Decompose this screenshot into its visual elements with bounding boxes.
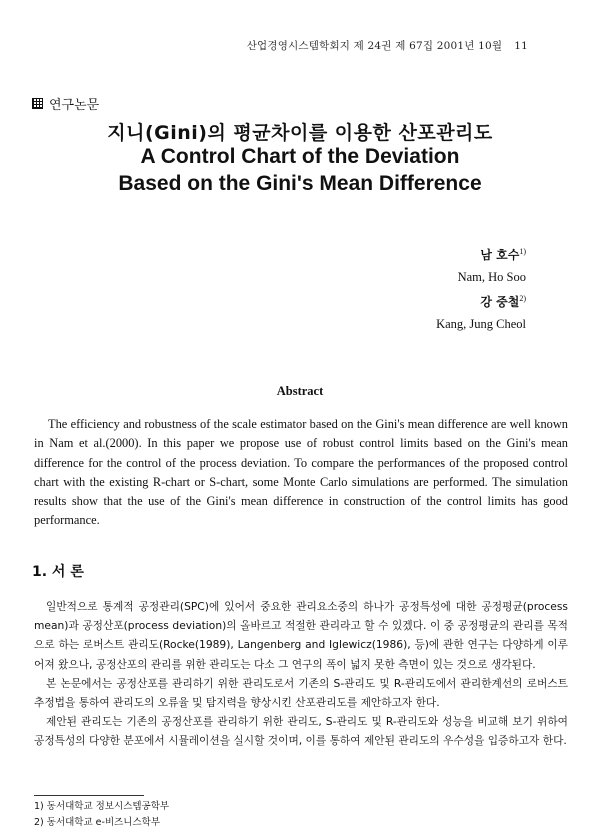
title-english-line2: Based on the Gini's Mean Difference: [118, 172, 482, 195]
title-english-line1: A Control Chart of the Deviation: [140, 145, 460, 168]
paragraph: 일반적으로 통계적 공정관리(SPC)에 있어서 중요한 관리요소중의 하나가 공정특성에 대한 공정평균(process mean)과 공정산포(process deviation)의 올바르고 적절한 관리라고 할 수 있겠다. 이 중 공정평균의 관리를 목적으로 하는 로버스트 관리도(Rocke(1989), Langenberg and Iglewicz(1986), 등)에 관한 연구는 다양하게 이루어져 왔으나, 공정산포의 관리를 위한 관리도는 다소 그 연구의 폭이 넓지 못한 측면이 있는 것으로 생각된다.: [34, 600, 568, 671]
author-2-ko: 강 중철$^{2)}$: [480, 294, 526, 310]
section-1-body: [34, 597, 568, 751]
footnote-2: 2) 동서대학교 e-비즈니스학부: [34, 817, 161, 828]
journal-info: 산업경영시스템학회지 제 24권 제 67집 2001년 10월: [246, 40, 503, 52]
running-header: [247, 38, 528, 53]
page-number: 11: [514, 40, 528, 52]
section-tag: [32, 94, 99, 113]
authors-block: [436, 241, 526, 335]
section-1-heading: 1. 서 론: [32, 564, 84, 580]
footnote-divider: [34, 795, 144, 796]
footnotes: [34, 799, 169, 831]
abstract-heading: Abstract: [276, 384, 324, 398]
title-korean: 지니(Gini)의 평균차이를 이용한 산포관리도: [107, 122, 493, 144]
hatched-square-icon: [32, 98, 43, 109]
footnote-1: 1) 동서대학교 정보시스템공학부: [34, 801, 170, 812]
author-2-en: Kang, Jung Cheol: [436, 317, 526, 332]
section-tag-label: 연구논문: [49, 98, 100, 113]
paragraph: 본 논문에서는 공정산포를 관리하기 위한 관리도로서 기존의 S-관리도 및 R-관리도에서 관리한계선의 로버스트 추정법을 통하여 관리도의 오류율 및 탐지력을 향상시킨 산포관리도를 제안하고자 한다.: [34, 676, 568, 710]
abstract-text: The efficiency and robustness of the scale estimator based on the Gini's mean difference are well known in Nam et al.(2000). In this paper we propose use of robust control limits based on the Gini's mean difference for the control of the process deviation. To compare the performances of the proposed control chart with the existing R-chart or S-chart, some Monte Carlo simulations are performed. The simulation results show that the use of the Gini's mean difference in construction of the control limits has good performance.: [34, 417, 568, 528]
author-1-en: Nam, Ho Soo: [457, 270, 526, 285]
paragraph: 제안된 관리도는 기존의 공정산포를 관리하기 위한 관리도, S-관리도 및 R-관리도와 성능을 비교해 보기 위하여 공정특성의 다양한 분포에서 시뮬레이션을 실시할 것이며, 이를 통하여 제안된 관리도의 우수성을 입증하고자 한다.: [34, 715, 568, 748]
author-1-ko: 남 호수$^{1)}$: [480, 247, 526, 263]
